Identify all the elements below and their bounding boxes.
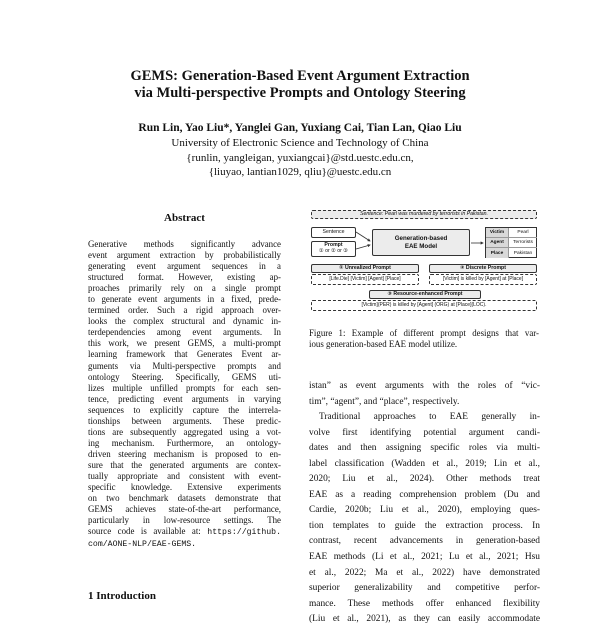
table-value-cell: Pakistan <box>513 250 533 256</box>
prompt-2-title: ② Discrete Prompt <box>460 264 506 271</box>
abstract-line-code <box>88 526 281 538</box>
body-line: Traditional approaches to EAE generally in- <box>319 412 540 423</box>
figure-prompt-sub: ① or ② or ③ <box>319 248 348 254</box>
abstract-line: Generative methods significantly advance <box>88 239 281 249</box>
figure-prompt-3-body <box>311 300 537 311</box>
table-value-cell: Terrorists <box>509 238 537 248</box>
body-line: dates and then assigning specific roles via multi- <box>309 443 540 454</box>
body-line: superior generalizability and competitive perfor- <box>309 583 540 594</box>
abstract-line: specific knowledge. Extensive experiments <box>88 482 281 493</box>
abstract-line: event argument extraction by probabilistically <box>88 250 281 261</box>
figure-prompt-2-label <box>429 264 537 273</box>
caption-line: ious generation-based EAE model utilize. <box>309 339 458 349</box>
abstract-line: structured format. However, existing ap- <box>88 272 281 283</box>
figure-sentence-text: Sentence: Pearl was murdered by terrorists in Pakistan. <box>359 210 489 217</box>
figure-model-line-1: Generation-based <box>394 235 448 243</box>
abstract-line: generating event argument sequences in a <box>88 261 281 272</box>
figure-prompt-3-label <box>369 290 481 299</box>
abstract-line: learning framework that Generates Event ar- <box>88 349 281 360</box>
title-line-2: via Multi-perspective Prompts and Ontology Steering <box>134 85 466 101</box>
figure-prompt-1-body <box>311 274 419 285</box>
body-text-right <box>309 379 540 628</box>
body-line: tim”, “agent”, and “place”, respectively. <box>309 396 460 407</box>
caption-line: Figure 1: Example of different prompt designs that var- <box>309 328 539 338</box>
body-line: mance. These methods offer enhanced flexibility <box>309 598 540 609</box>
table-role-cell: Place <box>486 248 509 258</box>
abstract-line: this work, we present GEMS, a multi-prompt <box>88 338 281 349</box>
paper-title <box>60 68 540 102</box>
abstract-line: on two benchmark datasets demonstrate that <box>88 493 281 504</box>
author-list: Run Lin, Yao Liu*, Yanglei Gan, Yuxiang Cai, Tian Lan, Qiao Liu <box>138 122 462 134</box>
affiliation-email-1: {runlin, yangleigan, yuxiangcai}@std.uestc.edu.cn, <box>186 151 414 164</box>
figure-prompt-2-body <box>429 274 537 285</box>
prompt-1-title: ① Unrealized Prompt <box>339 264 391 271</box>
abstract-heading: Abstract <box>164 212 205 224</box>
abstract-line: ing mechanism. Furthermore, an ontology- <box>88 437 281 448</box>
prompt-3-text: [Victim](PER) is killed by [Agent] (ORG) at [Place](LOC). <box>361 301 487 308</box>
abstract-line: source code is available at: <box>88 526 208 537</box>
body-line: 2020; Liu et al., 2024). Other methods treat <box>309 474 540 485</box>
body-line: volve first identifying potential argument candi- <box>309 427 540 438</box>
abstract-line: tence, predicting event arguments in varying <box>88 393 281 404</box>
body-line: contrast, recent advancements in generation-based <box>309 536 540 547</box>
prompt-2-text: [Victim] is killed by [Agent] at [Place] <box>442 275 524 282</box>
body-line: (Liu et al., 2021), as they can easily accommodate <box>309 614 540 625</box>
prompt-3-title: ③ Resource-enhanced Prompt <box>387 290 463 297</box>
body-line: EAE as a reading comprehension problem (Du and <box>309 489 540 500</box>
arrow-sentence-to-model <box>356 232 370 241</box>
abstract-line: tions are subsequently aggregated using a vot- <box>88 426 281 437</box>
abstract-line: ontology Steering. Specifically, GEMS uti- <box>88 371 281 382</box>
affiliation-institution: University of Electronic Science and Technology of China <box>171 137 429 149</box>
abstract-line: particularly in low-resource settings. The <box>88 515 281 526</box>
title-line-1: GEMS: Generation-Based Event Argument Extraction <box>130 68 470 84</box>
figure-prompt-1-label <box>311 264 419 273</box>
affiliation-email-2: {liuyao, lantian1029, qliu}@uestc.edu.cn <box>208 166 392 178</box>
abstract-line: tually appropriate and consistent with event- <box>88 470 281 481</box>
abstract-line-code-2 <box>88 538 281 550</box>
abstract-line: proaches primarily rely on a single prompt <box>88 283 281 294</box>
introduction-heading: 1 Introduction <box>88 590 156 602</box>
abstract-line: sure that the generated arguments are contex- <box>88 459 281 470</box>
body-line: EAE methods (Li et al., 2021; Lu et al., 2021; Hsu <box>309 552 540 563</box>
figure-prompt-label: Prompt <box>324 242 343 249</box>
abstract-line: looks the complex structural and dynamic in- <box>88 316 281 327</box>
affiliation-block <box>60 136 540 180</box>
body-line: et al., 2022; Ma et al., 2022) have demonstrated <box>309 567 540 578</box>
code-link-part-1[interactable]: https://github. <box>207 528 281 538</box>
body-line: Cardie, 2020b; Liu et al., 2020), employing ques- <box>309 505 540 516</box>
body-line: istan” as event arguments with the roles of “vic- <box>309 381 540 391</box>
abstract-line: termined order. Such a rigid approach over- <box>88 305 281 316</box>
table-value-cell: Pearl <box>509 228 537 238</box>
abstract-line: GEMS achieves state-of-the-art performance, <box>88 504 281 515</box>
body-line: tion templates to guide the extraction process. In <box>309 520 540 531</box>
abstract-line: terdependencies among event arguments. In <box>88 327 281 338</box>
figure-caption <box>309 328 539 350</box>
abstract-text <box>88 239 281 550</box>
abstract-line: sequences to explicitly capture the interrela- <box>88 404 281 415</box>
prompt-1-text: [Life.Die] [Victim] [Agent] [Place] <box>329 275 401 282</box>
figure-model-line-2: EAE Model <box>404 242 438 250</box>
abstract-line: guments via Multi-perspective prompts and <box>88 360 281 371</box>
figure-model-box <box>372 229 470 256</box>
code-link-part-2[interactable]: com/AONE-NLP/EAE-GEMS. <box>88 540 197 550</box>
abstract-line: tionships between arguments. These predic- <box>88 415 281 426</box>
abstract-line: lizes multiple unfilled prompts for each sen- <box>88 382 281 393</box>
table-role-cell: Agent <box>486 238 509 248</box>
abstract-line: to generate event arguments in a fixed, prede- <box>88 294 281 305</box>
figure-1 <box>309 210 539 318</box>
body-line: label classification (Wadden et al., 2019; Lin et al., <box>309 458 540 469</box>
table-role-cell: Victim <box>486 228 509 238</box>
abstract-line: driven steering mechanism is proposed to en- <box>88 448 281 459</box>
figure-sentence-box-label: Sentence <box>322 228 345 235</box>
arrow-prompt-to-model <box>356 245 370 249</box>
figure-result-table <box>485 227 537 258</box>
